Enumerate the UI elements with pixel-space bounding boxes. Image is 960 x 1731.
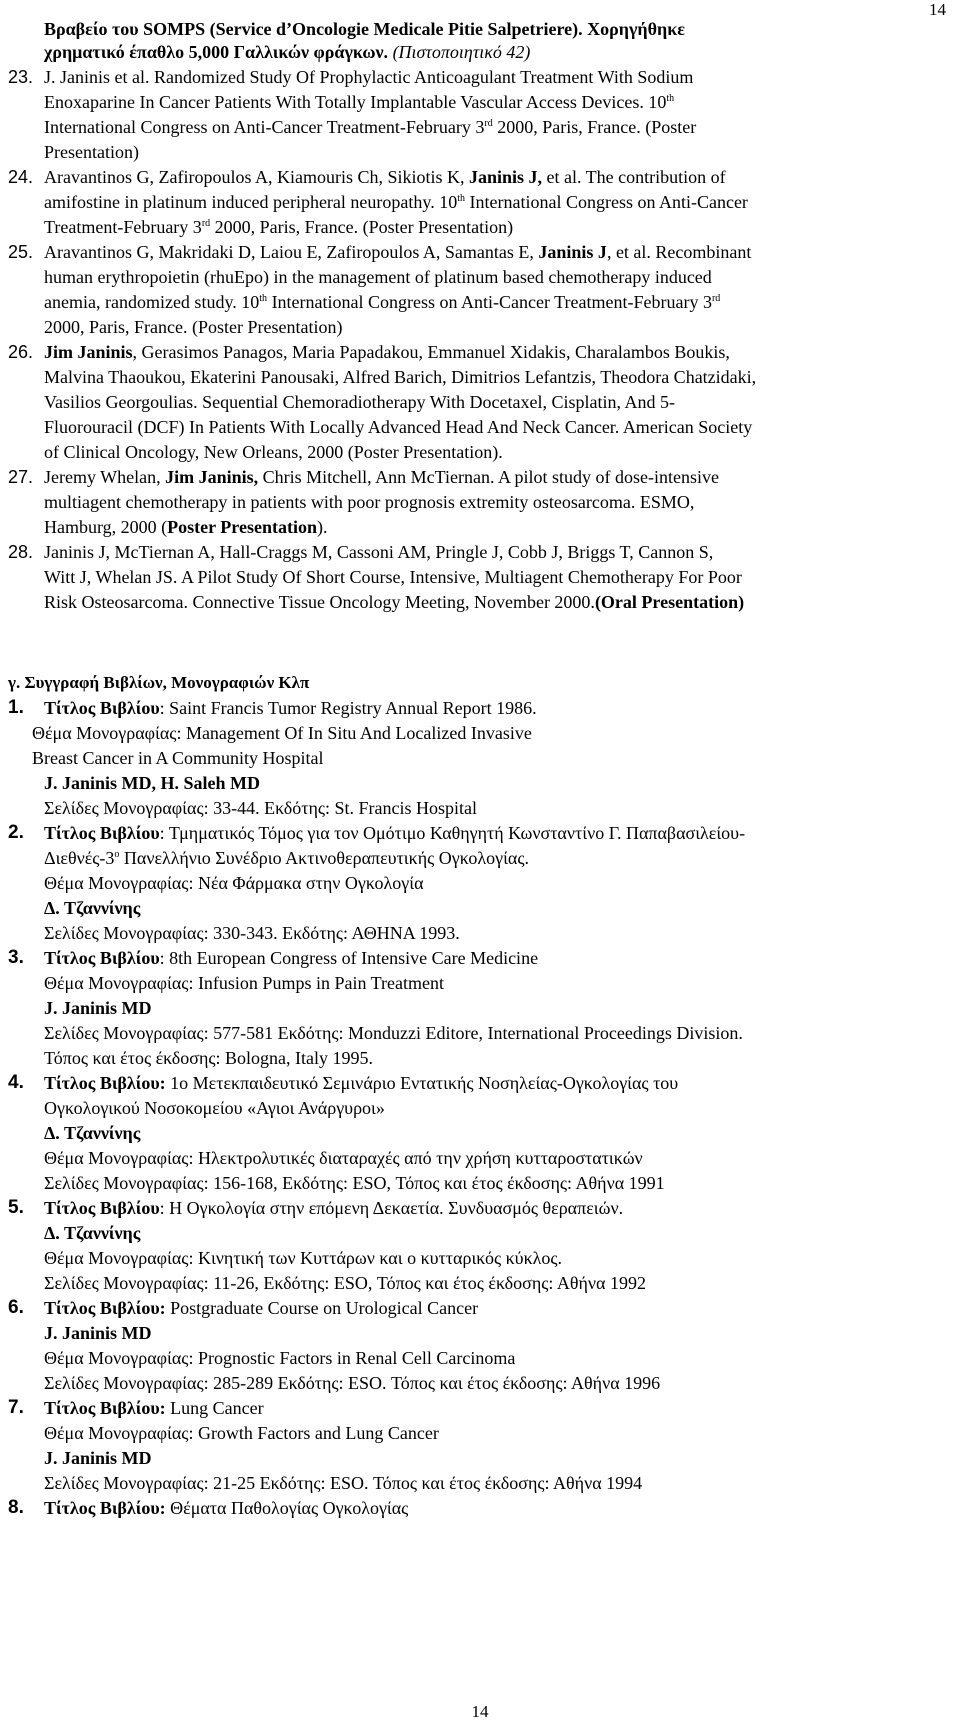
ref-27-line-3 [44, 516, 327, 538]
ref-number: 28. [8, 542, 34, 562]
ref-text-bold: (Oral Presentation) [594, 592, 745, 612]
book-5-line-4: Σελίδες Μονογραφίας: 11-26, Εκδότης: ESO, Τόπος και έτος έκδοσης: Αθήνα 1992 [44, 1273, 646, 1293]
book-6-line-4: Σελίδες Μονογραφίας: 285-289 Εκδότης: ESO. Τόπος και έτος έκδοσης: Αθήνα 1996 [44, 1373, 661, 1393]
ref-text: et al. The contribution of [542, 167, 726, 187]
page-number-top: 14 [929, 0, 946, 19]
ref-25-line-1 [44, 241, 751, 263]
superscript: rd [201, 218, 211, 229]
book-1-authors: J. Janinis MD, H. Saleh MD [44, 773, 261, 793]
intro-line-1 [44, 18, 936, 40]
ref-25-line-2: human erythropoietin (rhuEpo) in the management of platinum based chemotherapy induced [44, 267, 712, 287]
title-label: Τίτλος Βιβλίου [44, 698, 160, 718]
ref-24-line-1 [44, 166, 726, 188]
ref-23-line-3 [44, 116, 696, 138]
book-2-line-2 [44, 847, 529, 869]
book-4-title [44, 1072, 936, 1094]
intro-text-1: Βραβείο του SOMPS (Service d’Oncologie Medicale Pitie Salpetriere). Χορηγήθηκε [44, 19, 685, 39]
title-text: Lung Cancer [165, 1398, 264, 1418]
book-4-line-4: Θέμα Μονογραφίας: Ηλεκτρολυτικές διαταραχές από την χρήση κυτταροστατικών [44, 1148, 643, 1168]
book-3-authors: J. Janinis MD [44, 998, 152, 1018]
title-label: Τίτλος Βιβλίου: [44, 1398, 166, 1418]
ref-25-line-3 [44, 291, 720, 313]
title-label: Τίτλος Βιβλίου: [44, 1298, 166, 1318]
title-text: : 8th European Congress of Intensive Care Medicine [159, 948, 539, 968]
book-3-title [44, 947, 538, 969]
intro-line-2 [44, 41, 530, 63]
ref-text: International Congress on Anti-Cancer Treatment-February 3 [44, 117, 485, 137]
book-number: 4. [8, 1072, 24, 1093]
superscript: th [457, 193, 465, 204]
book-2-title [44, 822, 745, 844]
ref-number: 26. [8, 342, 34, 362]
ref-text: Chris Mitchell, Ann McTiernan. A pilot study of dose-intensive [258, 467, 719, 487]
title-text: Postgraduate Course on Urological Cancer [165, 1298, 479, 1318]
ref-text: Risk Osteosarcoma. Connective Tissue Oncology Meeting, November 2000. [44, 592, 595, 612]
ref-text: , Gerasimos Panagos, Maria Papadakou, Emmanuel Xidakis, Charalambos Boukis, [132, 342, 730, 362]
ref-26-line-1 [44, 341, 730, 363]
ref-25-line-4: 2000, Paris, France. (Poster Presentation) [44, 317, 343, 337]
superscript: ο [114, 849, 120, 860]
book-1-line-2: Θέμα Μονογραφίας: Management Of In Situ And Localized Invasive [32, 723, 532, 743]
intro-text-2a: χρηματικό έπαθλο 5,000 Γαλλικών φράγκων. [44, 42, 393, 62]
title-text: : Saint Francis Tumor Registry Annual Report 1986. [159, 698, 537, 718]
ref-27-line-1 [44, 466, 719, 488]
superscript: rd [484, 118, 493, 129]
intro-text-2b: (Πιστοποιητικό 42) [392, 42, 531, 62]
book-number: 8. [8, 1497, 24, 1518]
ref-text: International Congress on Anti-Cancer [465, 192, 748, 212]
superscript: th [259, 293, 268, 304]
book-number: 3. [8, 947, 24, 968]
author-highlight: Janinis J [538, 242, 607, 262]
ref-26-line-4: Fluorouracil (DCF) In Patients With Locally Advanced Head And Neck Cancer. American Society [44, 417, 753, 437]
book-1-line-5: Σελίδες Μονογραφίας: 33-44. Εκδότης: St. Francis Hospital [44, 798, 477, 818]
ref-text: 2000, Paris, France. (Poster [492, 117, 697, 137]
ref-24-line-3 [44, 216, 513, 238]
title-label: Τίτλος Βιβλίου: [44, 1498, 166, 1518]
book-number: 2. [8, 822, 24, 843]
ref-28-line-2: Witt J, Whelan JS. A Pilot Study Of Short Course, Intensive, Multiagent Chemotherapy For Poor [44, 567, 742, 587]
author-highlight: Jim Janinis, [165, 467, 259, 487]
ref-text: Aravantinos G, Zafiropoulos A, Kiamouris Ch, Sikiotis K, [44, 167, 469, 187]
title-label: Τίτλος Βιβλίου [44, 948, 160, 968]
ref-text: ). [316, 517, 328, 537]
ref-text: Enoxaparine In Cancer Patients With Totally Implantable Vascular Access Devices. 10 [44, 92, 667, 112]
book-1-line-3: Breast Cancer in A Community Hospital [32, 748, 324, 768]
ref-text: J. Janinis et al. Randomized Study Of Prophylactic Anticoagulant Treatment With Sodium [44, 67, 694, 87]
ref-text: International Congress on Anti-Cancer Treatment-February 3 [267, 292, 712, 312]
ref-text: Jeremy Whelan, [44, 467, 166, 487]
ref-number: 25. [8, 242, 34, 262]
title-label: Τίτλος Βιβλίου [44, 823, 160, 843]
book-3-line-5: Τόπος και έτος έκδοσης: Bologna, Italy 1995. [44, 1048, 374, 1068]
book-3-line-4: Σελίδες Μονογραφίας: 577-581 Εκδότης: Monduzzi Editore, International Proceedings Division. [44, 1023, 743, 1043]
book-8-title [44, 1497, 408, 1519]
book-7-line-4: Σελίδες Μονογραφίας: 21-25 Εκδότης: ESO. Τόπος και έτος έκδοσης: Αθήνα 1994 [44, 1473, 643, 1493]
ref-26-line-3: Vasilios Georgoulias. Sequential Chemoradiotherapy With Docetaxel, Cisplatin, And 5- [44, 392, 676, 412]
ref-text-bold: Poster Presentation [167, 517, 317, 537]
ref-26-line-5: of Clinical Oncology, New Orleans, 2000 (Poster Presentation). [44, 442, 503, 462]
title-label: Τίτλος Βιβλίου [44, 1198, 160, 1218]
book-6-authors: J. Janinis MD [44, 1323, 152, 1343]
ref-number: 27. [8, 467, 34, 487]
book-7-line-2: Θέμα Μονογραφίας: Growth Factors and Lung Cancer [44, 1423, 439, 1443]
ref-28-line-1: Janinis J, McTiernan A, Hall-Craggs M, Cassoni AM, Pringle J, Cobb J, Briggs T, Cannon S, [44, 542, 714, 562]
ref-number: 23. [8, 67, 34, 87]
book-5-authors: Δ. Τζαννίνης [44, 1223, 141, 1243]
title-text: 1ο Μετεκπαιδευτικό Σεμινάριο Εντατικής Νοσηλείας-Ογκολογίας του [165, 1073, 679, 1093]
title-wrap [44, 1072, 678, 1094]
superscript: th [666, 93, 675, 104]
ref-number: 24. [8, 167, 34, 187]
ref-text: Treatment-February 3 [44, 217, 202, 237]
superscript: rd [711, 293, 721, 304]
book-number: 6. [8, 1297, 24, 1318]
ref-24-line-2 [44, 191, 748, 213]
book-1-title [44, 697, 537, 719]
title-text: : Η Ογκολογία στην επόμενη Δεκαετία. Συνδυασμός θεραπειών. [159, 1198, 624, 1218]
ref-23-line-4: Presentation) [44, 142, 139, 162]
book-2-line-3: Θέμα Μονογραφίας: Νέα Φάρμακα στην Ογκολογία [44, 873, 424, 893]
book-3-line-2: Θέμα Μονογραφίας: Infusion Pumps in Pain Treatment [44, 973, 444, 993]
book-6-line-3: Θέμα Μονογραφίας: Prognostic Factors in Renal Cell Carcinoma [44, 1348, 516, 1368]
ref-23-line-2 [44, 91, 674, 113]
book-4-line-2: Ογκολογικού Νοσοκομείου «Αγιοι Ανάργυροι» [44, 1098, 385, 1118]
section-heading: γ. Συγγραφή Βιβλίων, Μονογραφιών Κλπ [8, 673, 310, 692]
ref-27-line-2: multiagent chemotherapy in patients with poor prognosis extremity osteosarcoma. ESMO, [44, 492, 695, 512]
ref-text: , et al. Recombinant [606, 242, 752, 262]
title-text: : Τμηματικός Τόμος για τον Ομότιμο Καθηγητή Κωνσταντίνο Γ. Παπαβασιλείου- [159, 823, 746, 843]
book-text: Πανελλήνιο Συνέδριο Ακτινοθεραπευτικής Ογκολογίας. [119, 848, 529, 868]
ref-28-line-3 [44, 591, 744, 613]
title-text: Θέματα Παθολογίας Ογκολογίας [165, 1498, 409, 1518]
ref-text: 2000, Paris, France. (Poster Presentation) [210, 217, 514, 237]
book-2-line-5: Σελίδες Μονογραφίας: 330-343. Εκδότης: ΑΘΗΝΑ 1993. [44, 923, 460, 943]
book-5-line-3: Θέμα Μονογραφίας: Κινητική των Κυττάρων και ο κυτταρικός κύκλος. [44, 1248, 562, 1268]
ref-text: amifostine in platinum induced peripheral neuropathy. 10 [44, 192, 458, 212]
book-6-title [44, 1297, 478, 1319]
book-7-title [44, 1397, 264, 1419]
book-text: Διεθνές-3 [44, 848, 115, 868]
book-5-title [44, 1197, 623, 1219]
ref-text: anemia, randomized study. 10 [44, 292, 260, 312]
book-7-authors: J. Janinis MD [44, 1448, 152, 1468]
book-4-line-5: Σελίδες Μονογραφίας: 156-168, Εκδότης: ESO, Τόπος και έτος έκδοσης: Αθήνα 1991 [44, 1173, 665, 1193]
ref-text: Aravantinos G, Makridaki D, Laiou E, Zafiropoulos A, Samantas E, [44, 242, 539, 262]
author-highlight: Jim Janinis [44, 342, 133, 362]
ref-26-line-2: Malvina Thaoukou, Ekaterini Panousaki, Alfred Barich, Dimitrios Lefantzis, Theodora Chatzidaki, [44, 367, 757, 387]
author-highlight: Janinis J, [468, 167, 543, 187]
ref-23-line-1 [44, 66, 936, 88]
book-number: 5. [8, 1197, 24, 1218]
page-number-bottom: 14 [471, 1702, 489, 1721]
book-number: 7. [8, 1397, 24, 1418]
book-4-authors: Δ. Τζαννίνης [44, 1123, 141, 1143]
book-2-authors: Δ. Τζαννίνης [44, 898, 141, 918]
ref-text: Hamburg, 2000 ( [44, 517, 168, 537]
title-label: Τίτλος Βιβλίου: [44, 1073, 166, 1093]
book-number: 1. [8, 697, 24, 718]
